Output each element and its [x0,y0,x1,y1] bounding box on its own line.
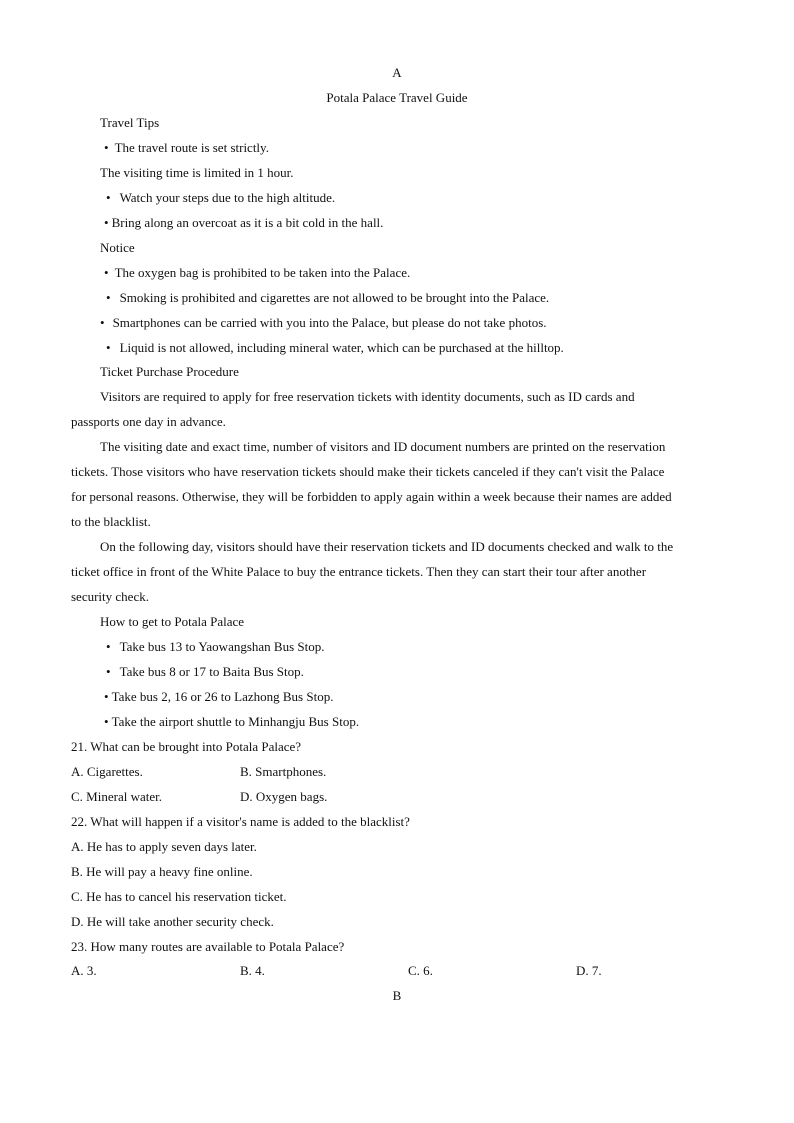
list-item: • Smoking is prohibited and cigarettes are not allowed to be brought into the Palace. [106,288,549,308]
answer-option: D. 7. [576,963,602,978]
bullet-icon: • [104,689,109,704]
answer-option: D. Oxygen bags. [240,789,328,804]
answer-option: B. 4. [240,963,265,978]
list-item: • Take bus 8 or 17 to Baita Bus Stop. [106,662,304,682]
list-item: The visiting time is limited in 1 hour. [100,165,294,180]
section-letter-a: A [392,65,402,80]
bullet-icon: • [106,340,111,355]
answer-option: B. He will pay a heavy fine online. [71,864,253,879]
answer-option: A. He has to apply seven days later. [71,839,257,854]
notice-heading: Notice [100,240,135,255]
paragraph-line: ticket office in front of the White Palace to buy the entrance tickets. Then they can start their tour after another [71,564,647,579]
paragraph-line: security check. [71,589,149,604]
paragraph-line: passports one day in advance. [71,414,226,429]
answer-option: C. He has to cancel his reservation ticket. [71,889,287,904]
list-item: • Take bus 13 to Yaowangshan Bus Stop. [106,637,325,657]
question-stem: 23. How many routes are available to Potala Palace? [71,939,345,954]
list-item: • Liquid is not allowed, including mineral water, which can be purchased at the hilltop. [106,338,564,358]
bullet-icon: • [106,639,111,654]
answer-option: B. Smartphones. [240,764,327,779]
bullet-icon: • [104,714,109,729]
question-stem: 21. What can be brought into Potala Palace? [71,739,302,754]
ticket-procedure-heading: Ticket Purchase Procedure [100,364,239,379]
paragraph-line: On the following day, visitors should have their reservation tickets and ID documents checked and walk to the [100,539,674,554]
bullet-icon: • [106,190,111,205]
answer-option: A. 3. [71,963,97,978]
paragraph-line: tickets. Those visitors who have reservation tickets should make their tickets canceled if they can't visit the Palace [71,464,665,479]
list-item: • Smartphones can be carried with you into the Palace, but please do not take photos. [100,313,547,333]
travel-tips-heading: Travel Tips [100,115,160,130]
answer-option: A. Cigarettes. [71,764,143,779]
paragraph-line: to the blacklist. [71,514,151,529]
list-item: • Watch your steps due to the high altitude. [106,188,335,208]
bullet-icon: • [104,265,109,280]
bullet-icon: • [106,664,111,679]
paragraph-line: for personal reasons. Otherwise, they will be forbidden to apply again within a week because their names are added [71,489,672,504]
answer-option: D. He will take another security check. [71,914,274,929]
bullet-icon: • [104,140,109,155]
bullet-icon: • [100,315,105,330]
list-item: • The travel route is set strictly. [104,138,269,158]
how-to-get-heading: How to get to Potala Palace [100,614,245,629]
page-title: Potala Palace Travel Guide [326,90,468,105]
paragraph-line: Visitors are required to apply for free reservation tickets with identity documents, such as ID cards and [100,389,635,404]
answer-option: C. Mineral water. [71,789,162,804]
bullet-icon: • [104,215,109,230]
paragraph-line: The visiting date and exact time, number of visitors and ID document numbers are printed on the reservation [100,439,666,454]
list-item: • Take bus 2, 16 or 26 to Lazhong Bus Stop. [104,687,333,707]
answer-option: C. 6. [408,963,433,978]
list-item: • The oxygen bag is prohibited to be taken into the Palace. [104,263,410,283]
question-stem: 22. What will happen if a visitor's name is added to the blacklist? [71,814,410,829]
bullet-icon: • [106,290,111,305]
section-letter-b: B [392,988,402,1003]
list-item: • Take the airport shuttle to Minhangju Bus Stop. [104,712,359,732]
list-item: • Bring along an overcoat as it is a bit cold in the hall. [104,213,383,233]
